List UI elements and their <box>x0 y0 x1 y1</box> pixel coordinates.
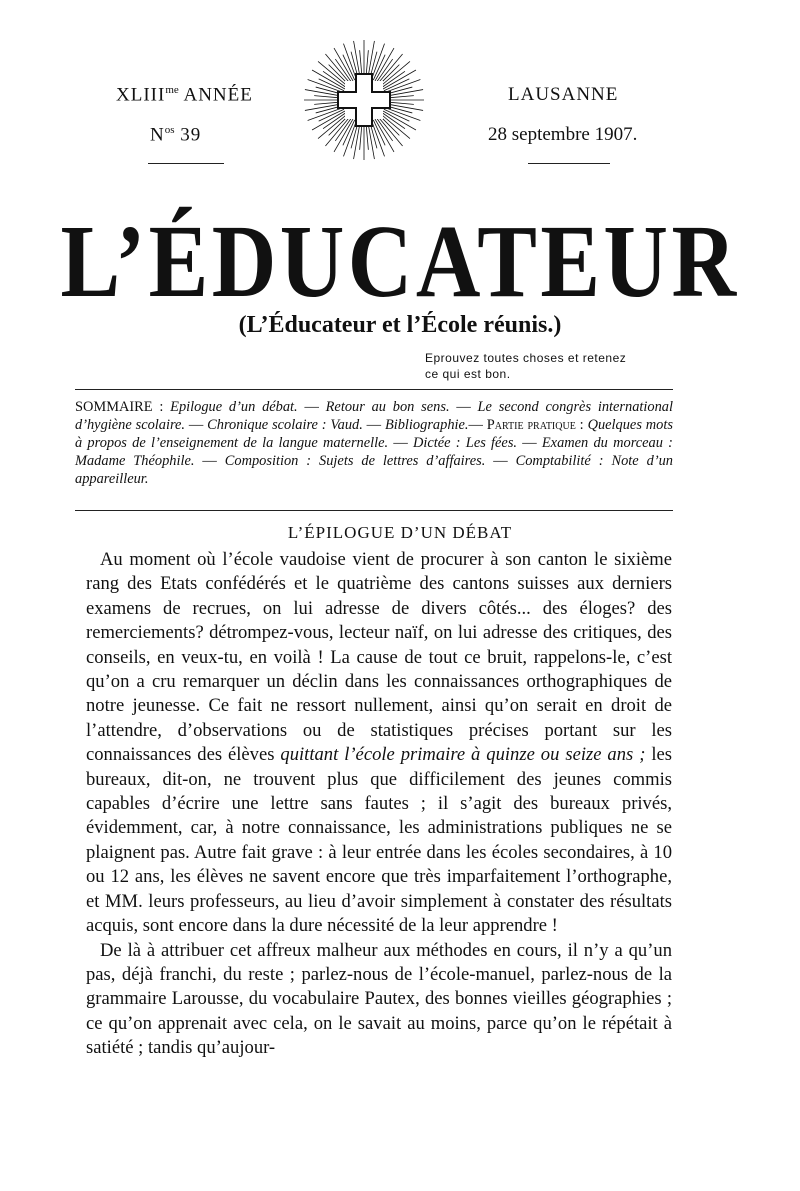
motto <box>425 350 626 382</box>
issue-date: 28 septembre 1907. <box>488 124 638 145</box>
sommaire-rule-bottom <box>75 510 673 511</box>
sommaire-item: Chronique scolaire : Vaud. <box>207 417 363 433</box>
emblem-ray <box>323 71 346 87</box>
journal-subtitle: (L’Éducateur et l’École réunis.) <box>238 312 562 338</box>
sommaire-item: Epilogue d’un débat. <box>170 399 298 415</box>
emblem-ray <box>335 59 351 82</box>
sommaire-label: SOMMAIRE : <box>75 399 171 415</box>
partie-pratique-label: Partie pratique <box>486 417 576 433</box>
header-rule-left <box>148 163 224 164</box>
sommaire-rule-top <box>75 389 673 390</box>
issue-number: $N^{os}$ 39 <box>150 124 202 146</box>
article-paragraph-2: De là à attribuer cet affreux malheur aux méthodes en cours, il n’y a qu’un pas, déjà franchi, du reste ; parlez-nous de l’école-manuel, parlez-nous de la grammaire Larousse, du vocabulaire Pautex, des bonnes vieilles géographies ; ce qu’on apprenait avec cela, on le savait au moins, parce qu’on le répétait à satiété ; tandis qu’aujour- <box>86 939 672 1059</box>
emblem-ray <box>377 118 393 141</box>
header-rule-right <box>528 163 610 164</box>
article-paragraph-1: Au moment où l’école vaudoise vient de procurer à son canton le sixième rang des Etats confédérés et le quatrième des cantons suisses aux derniers examens de recrues, on lui adresse de divers côtés... des éloges? des remerciements? détrompez-vous, lecteur naïf, on lui adresse des critiques, des conseils, en veux-tu, en voilà ! La cause de tout ce bruit, rappelons-le, c’est qu’on a cru remarquer un déclin dans les connaissances orthographiques de notre jeunesse. Ce fait ne ressort nullement, ainsi qu’on serait en droit de l’attendre, d’observations ou de statistiques précises portant sur les connaissances des élèves quittant l’école primaire à quinze ou seize ans ; les bureaux, dit-on, ne trouvent plus que difficilement des jeunes commis capables d’écrire une lettre sans fautes ; il s’agit des bureaux privés, évidemment, car, à notre connaissance, les administrations publiques ne se plaignent pas. Autre fait grave : à leur entrée dans les écoles secondaires, à 10 ou 12 ans, les élèves ne savent encore que très imparfaitement l’orthographe, et MM. leurs professeurs, au lieu d’avoir simplement à constater des résultats acquis, sont encore dans la dure nécessité de la leur apprendre ! <box>86 549 672 937</box>
sommaire-item: Examen du morceau : Madame Théophile. <box>75 435 673 469</box>
article-title: L’ÉPILOGUE D’UN DÉBAT <box>287 523 513 542</box>
sommaire-item: Bibliographie. <box>384 417 469 433</box>
year-label: $XLIII^{me}$ ANNÉE <box>116 84 253 106</box>
emblem-ray <box>335 118 351 141</box>
sommaire-item: Retour au bon sens. <box>325 399 450 415</box>
emblem-ray <box>323 113 346 129</box>
motto-line-2: ce qui est bon. <box>425 367 511 381</box>
emblem-ray <box>382 71 405 87</box>
article-body <box>86 548 672 1061</box>
sommaire-item: Quelques mots à propos de l’enseignement de la langue maternelle. <box>75 417 673 451</box>
emblem-ray <box>382 113 405 129</box>
city-label: LAUSANNE <box>508 84 619 105</box>
sommaire-item: Comptabilité : Note d’un appareilleur. <box>75 453 674 487</box>
emblem-ray <box>377 59 393 82</box>
motto-line-1: Eprouvez toutes choses et retenez <box>425 351 627 365</box>
sommaire-item: Dictée : Les fées. <box>412 435 518 451</box>
journal-title: L’ÉDUCATEUR <box>60 204 740 319</box>
sommaire-item: Composition : Sujets de lettres d’affaires. <box>224 453 486 469</box>
sommaire-item: Le second congrès international d’hygiène scolaire. <box>75 399 673 433</box>
sommaire: SOMMAIRE : Epilogue d’un débat. — Retour au bon sens. — Le second congrès international d’hygiène scolaire. — Chronique scolaire : Vaud. — Bibliographie.— Partie pratique : Quelques mots à propos de l’enseignement de la langue maternelle. — Dictée : Les fées. — Examen du morceau : Madame Théophile. — Composition : Sujets de lettres d’affaires. — Comptabilité : Note d’un appareilleur. <box>75 399 674 487</box>
swiss-cross-emblem <box>302 38 426 162</box>
